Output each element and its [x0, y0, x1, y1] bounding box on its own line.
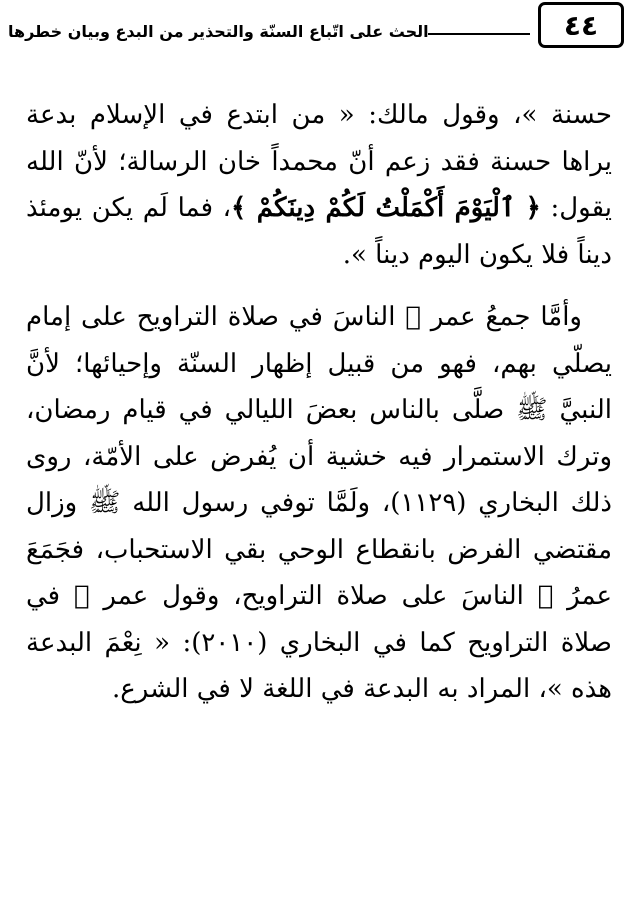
- page-header: [8, 2, 624, 60]
- paragraph-2: وأمَّا جمعُ عمر ﷛ الناسَ في صلاة التراويح على إمام يصلّي بهم، فهو من قبيل إظهار السنّة وإحيائها؛ لأنَّ النبيَّ ﷺ صلَّى بالناس بعضَ الليالي في قيام رمضان، وترك الاستمرار فيه خشية أن يُفرض على الأمّة، روى ذلك البخاري (١١٢٩)، ولَمَّا توفي رسول الله ﷺ وزال مقتضي الفرض بانقطاع الوحي بقي الاستحباب، فجَمَعَ عمرُ ﷛ الناسَ على صلاة التراويح، وقول عمر ﷛ في صلاة التراويح كما في البخاري (٢٠١٠): « نِعْمَ البدعة هذه »، المراد به البدعة في اللغة لا في الشرع.: [26, 302, 613, 704]
- quran-verse: ﴿ ٱلْيَوْمَ أَكْمَلْتُ لَكُمْ دِينَكُمْ ﴾: [231, 193, 541, 223]
- page-number: ٤٤: [538, 2, 624, 48]
- page-body: [26, 92, 612, 713]
- running-title: الحث على اتّباع السنّة والتحذير من البدع وبيان خطرها: [8, 22, 429, 41]
- header-rule: [428, 33, 530, 35]
- paragraph-1-text-b: ، فما لَم يكن يومئذ ديناً فلا يكون اليوم ديناً ».: [26, 193, 612, 270]
- paragraph-1: [26, 92, 612, 278]
- paragraph-1-text-a: حسنة »، وقول مالك: « من ابتدع في الإسلام بدعة يراها حسنة فقد زعم أنّ محمداً خان الرسالة؛ لأنّ الله يقول:: [26, 100, 612, 223]
